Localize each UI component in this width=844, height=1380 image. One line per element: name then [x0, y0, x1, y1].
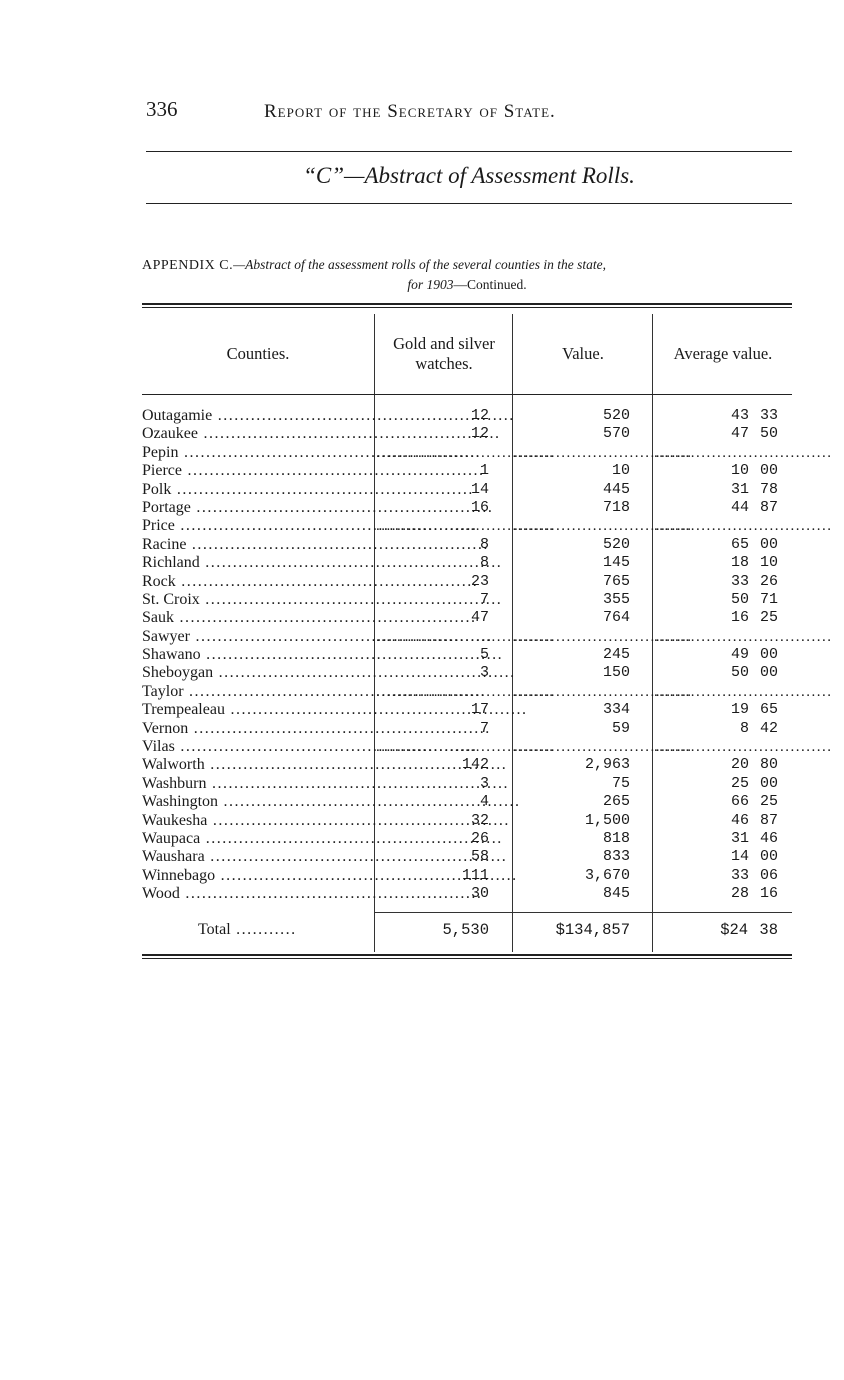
header-average: Average value.	[652, 314, 793, 394]
watches-cell: 3	[479, 664, 489, 682]
county-name: Winnebago .....	[142, 867, 370, 885]
dot-leader: ..................................	[654, 739, 833, 756]
watches-cell: 4	[479, 793, 489, 811]
county-name: Vilas .....	[142, 738, 370, 756]
table-row	[142, 407, 792, 425]
average-cell: 50 00	[730, 664, 778, 682]
title-rule	[146, 203, 792, 204]
value-cell: 765	[602, 572, 630, 590]
average-cell: 14 00	[730, 848, 778, 866]
table-row	[142, 793, 792, 811]
table-row	[142, 812, 792, 830]
table-row	[142, 481, 792, 499]
table-row	[142, 738, 833, 756]
dot-leader: ..................................	[376, 518, 555, 535]
caption-italic: —Abstract of the assessment rolls of the several counties in the state,	[233, 257, 607, 272]
header-value: Value.	[512, 314, 653, 394]
county-name: Richland .....	[142, 554, 370, 572]
running-head: Report of the Secretary of State.	[264, 101, 556, 122]
watches-cell: 17	[470, 701, 489, 719]
table-row	[142, 573, 792, 591]
header-counties: Counties.	[226, 344, 290, 363]
table-row	[142, 756, 792, 774]
average-cell: 10 00	[730, 462, 778, 480]
value-cell: 520	[602, 535, 630, 553]
county-name: Sauk .....	[142, 609, 370, 627]
value-cell: 334	[602, 701, 630, 719]
table-row	[142, 536, 792, 554]
total-rule	[652, 912, 792, 913]
table-row	[142, 609, 792, 627]
watches-cell: 7	[479, 590, 489, 608]
dot-leader: ..................................	[514, 628, 693, 645]
table-top-rule	[142, 303, 792, 308]
watches-cell: 23	[470, 572, 489, 590]
table-caption	[142, 255, 792, 294]
table-row	[142, 720, 792, 738]
table-header-row	[142, 314, 792, 395]
watches-cell: 8	[479, 535, 489, 553]
table-body	[142, 395, 833, 904]
value-cell: 445	[602, 480, 630, 498]
average-cell: 65 00	[730, 535, 778, 553]
county-name: Walworth .....	[142, 756, 370, 774]
value-cell: 59	[611, 719, 630, 737]
average-cell: 33 06	[730, 866, 778, 884]
watches-cell: 26	[470, 829, 489, 847]
dot-leader: ..................................	[514, 444, 693, 461]
value-cell: 520	[602, 407, 630, 424]
table-row	[142, 885, 792, 903]
value-cell: 150	[602, 664, 630, 682]
watches-cell: 47	[470, 609, 489, 627]
total-rule	[374, 912, 512, 913]
average-cell: 18 10	[730, 554, 778, 572]
average-cell: 50 71	[730, 590, 778, 608]
value-cell: 245	[602, 646, 630, 664]
caption-lead: APPENDIX C.	[142, 258, 234, 273]
watches-cell: 30	[470, 885, 489, 903]
county-name: Pepin .....	[142, 444, 370, 462]
table-row	[142, 664, 792, 682]
watches-cell: 142	[461, 756, 489, 774]
county-name: Ozaukee .....	[142, 425, 370, 443]
watches-cell: 8	[479, 554, 489, 572]
county-name: Polk .....	[142, 481, 370, 499]
county-name: Waukesha .....	[142, 812, 370, 830]
county-name: Racine .....	[142, 536, 370, 554]
table-row	[142, 646, 792, 664]
value-cell: 818	[602, 829, 630, 847]
total-value: $134,857	[555, 920, 630, 939]
county-name: Price .....	[142, 517, 370, 535]
table-row	[142, 682, 833, 701]
page-number: 336	[146, 97, 178, 121]
total-label: Total .....	[198, 916, 297, 944]
county-name: Sawyer .....	[142, 628, 370, 646]
table-row	[142, 701, 792, 719]
watches-cell: 12	[470, 407, 489, 424]
average-cell: 49 00	[730, 646, 778, 664]
table-row	[142, 443, 833, 462]
assessment-table	[142, 303, 833, 959]
table-row	[142, 867, 792, 885]
value-cell: 845	[602, 885, 630, 903]
header-watches: Gold and silver watches.	[374, 314, 513, 394]
average-cell: 66 25	[730, 793, 778, 811]
table-row	[142, 830, 792, 848]
table-row	[142, 425, 792, 443]
table-row	[142, 848, 792, 866]
average-cell: 28 16	[730, 885, 778, 903]
watches-cell: 32	[470, 811, 489, 829]
total-row	[142, 916, 792, 952]
table-row	[142, 775, 792, 793]
dot-leader: ..................................	[376, 739, 555, 756]
table-row	[142, 627, 833, 646]
dot-leader: ..................................	[654, 444, 833, 461]
watches-cell: 1	[479, 462, 489, 480]
watches-cell: 111	[461, 866, 489, 884]
average-cell: 47 50	[730, 425, 778, 443]
county-name: Portage .....	[142, 499, 370, 517]
dot-leader: ..................................	[514, 518, 693, 535]
dot-leader: ..................................	[514, 683, 693, 700]
county-name: Waushara .....	[142, 848, 370, 866]
county-name: Vernon .....	[142, 720, 370, 738]
value-cell: 764	[602, 609, 630, 627]
watches-cell: 12	[470, 425, 489, 443]
watches-cell: 58	[470, 848, 489, 866]
average-cell: 25 00	[730, 774, 778, 792]
watches-cell: 5	[479, 646, 489, 664]
dot-leader: ..................................	[376, 444, 555, 461]
total-average: $24 38	[720, 920, 778, 939]
average-cell: 33 26	[730, 572, 778, 590]
total-separator	[142, 904, 792, 916]
dot-leader: ..................................	[654, 683, 833, 700]
watches-cell: 3	[479, 774, 489, 792]
average-cell: 31 46	[730, 829, 778, 847]
watches-cell: 16	[470, 498, 489, 516]
value-cell: 10	[611, 462, 630, 480]
table-row	[142, 517, 833, 535]
value-cell: 265	[602, 793, 630, 811]
dot-leader: ..................................	[376, 628, 555, 645]
average-cell: 19 65	[730, 701, 778, 719]
section-title: “C”—Abstract of Assessment Rolls.	[303, 163, 635, 188]
table-bottom-rule	[142, 954, 792, 959]
watches-cell: 7	[479, 719, 489, 737]
watches-cell: 14	[470, 480, 489, 498]
average-cell: 16 25	[730, 609, 778, 627]
value-cell: 718	[602, 498, 630, 516]
value-cell: 355	[602, 590, 630, 608]
county-name: Outagamie .....	[142, 407, 370, 425]
caption-year: for 1903	[407, 277, 454, 292]
county-name: Washington .....	[142, 793, 370, 811]
county-name: Taylor .....	[142, 683, 370, 701]
county-name: Wood .....	[142, 885, 370, 903]
value-cell: 2,963	[584, 756, 630, 774]
average-cell: 31 78	[730, 480, 778, 498]
value-cell: 1,500	[584, 811, 630, 829]
dot-leader: ..................................	[376, 683, 555, 700]
value-cell: 833	[602, 848, 630, 866]
value-cell: 145	[602, 554, 630, 572]
caption-continued: —Continued.	[453, 277, 527, 292]
county-name: Waupaca .....	[142, 830, 370, 848]
county-name: Rock .....	[142, 573, 370, 591]
value-cell: 3,670	[584, 866, 630, 884]
table-row	[142, 591, 792, 609]
value-cell: 75	[611, 774, 630, 792]
total-watches: 5,530	[442, 920, 489, 939]
column-divider	[652, 904, 653, 916]
county-name: Trempealeau .....	[142, 701, 370, 719]
average-cell: 43 33	[730, 407, 778, 424]
average-cell: 20 80	[730, 756, 778, 774]
county-name: Sheboygan .....	[142, 664, 370, 682]
dot-leader: ..................................	[654, 518, 833, 535]
caption-line-2	[142, 275, 792, 294]
total-rule	[512, 912, 652, 913]
value-cell: 570	[602, 425, 630, 443]
dot-leader: ..................................	[514, 739, 693, 756]
county-name: Shawano .....	[142, 646, 370, 664]
column-divider	[374, 904, 375, 916]
column-divider	[512, 904, 513, 916]
county-name: St. Croix .....	[142, 591, 370, 609]
table-row	[142, 462, 792, 480]
dot-leader: ..................................	[654, 628, 833, 645]
average-cell: 46 87	[730, 811, 778, 829]
county-name: Washburn .....	[142, 775, 370, 793]
average-cell: 44 87	[730, 498, 778, 516]
average-cell: 8 42	[739, 719, 778, 737]
county-name: Pierce .....	[142, 462, 370, 480]
table-row	[142, 499, 792, 517]
table-row	[142, 554, 792, 572]
header-rule	[146, 151, 792, 152]
